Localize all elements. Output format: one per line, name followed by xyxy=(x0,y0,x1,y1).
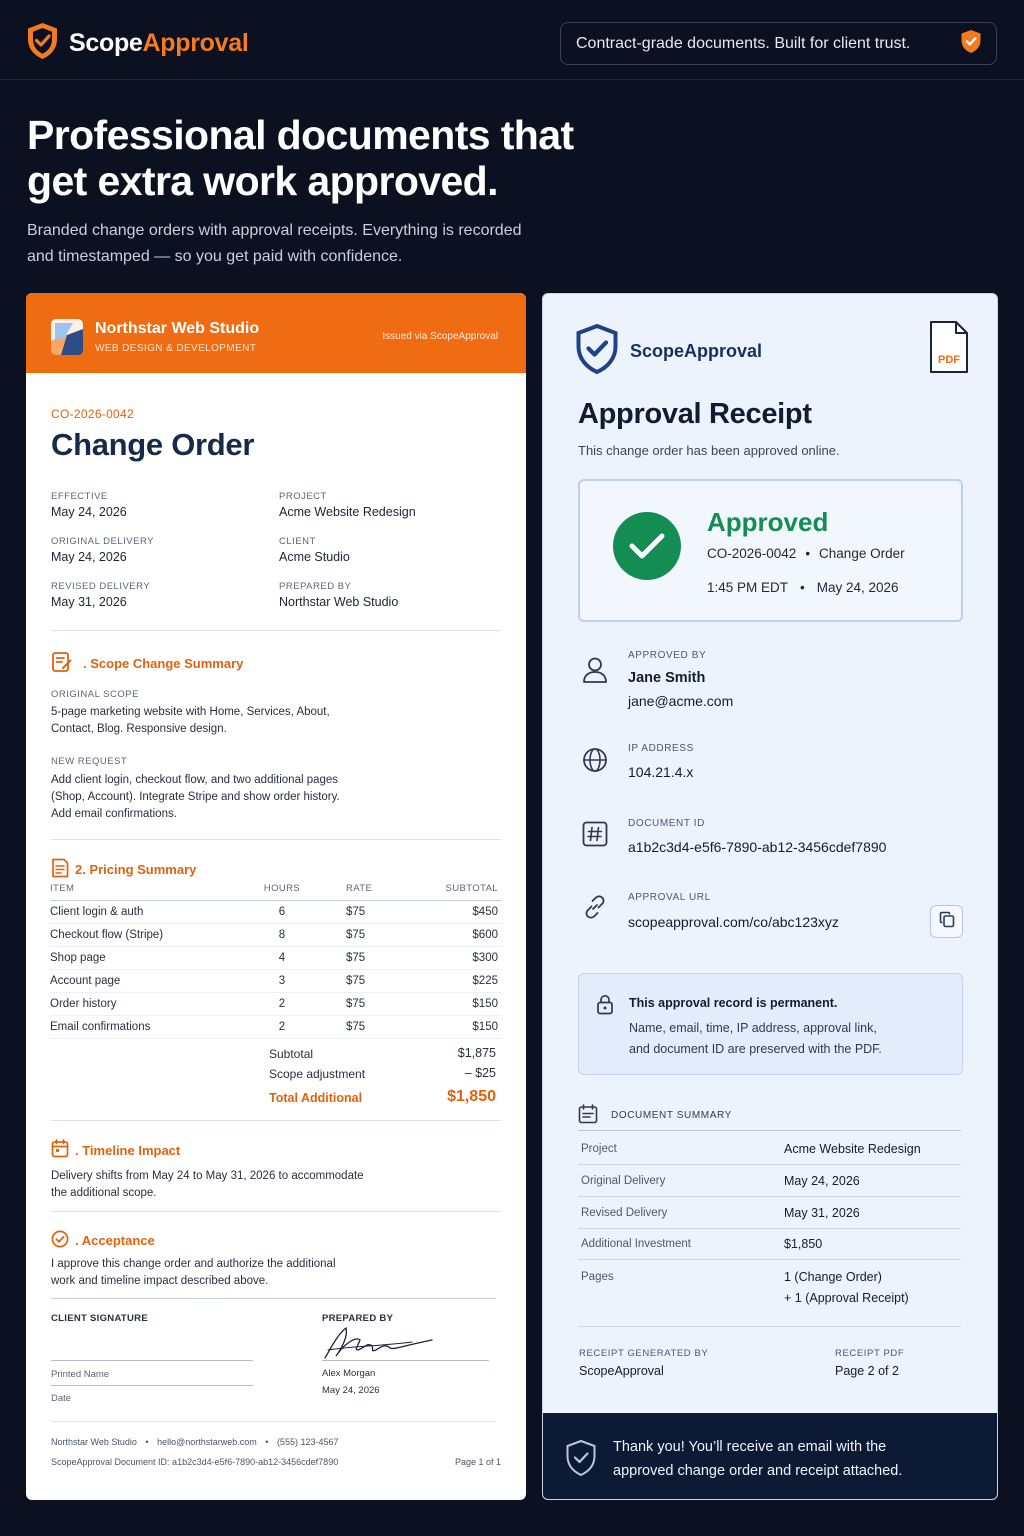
footer-page-number: Page 1 of 1 xyxy=(454,1457,501,1467)
preparer-signature-line xyxy=(322,1360,489,1361)
change-order-title: Change Order xyxy=(51,427,255,462)
divider xyxy=(51,630,501,631)
table-header-row xyxy=(50,883,502,901)
ip-address-value: 104.21.4.x xyxy=(628,764,694,780)
approver-email: jane@acme.com xyxy=(628,693,734,709)
divider xyxy=(578,1326,961,1327)
footer-email-link[interactable]: hello@northstarweb.com xyxy=(157,1437,257,1447)
preparer-label: PREPARED BY xyxy=(322,1313,394,1324)
divider xyxy=(578,1196,961,1197)
summary-pages-value: 1 (Change Order) + 1 (Approval Receipt) xyxy=(784,1270,909,1305)
hours-cell: 6 xyxy=(252,901,312,924)
approval-url-label: APPROVAL URL xyxy=(628,892,711,903)
item-cell: Shop page xyxy=(50,947,252,970)
summary-investment-value: $1,850 xyxy=(784,1237,823,1251)
tagline-text: Contract-grade documents. Built for client trust. xyxy=(576,34,911,52)
hash-icon xyxy=(582,821,608,852)
divider xyxy=(51,1211,501,1212)
generated-by-value: ScopeApproval xyxy=(579,1364,664,1378)
receipt-icon xyxy=(51,858,69,881)
effective-label: EFFECTIVE xyxy=(51,491,108,502)
document-id-value: a1b2c3d4-e5f6-7890-ab12-3456cdef7890 xyxy=(628,839,887,855)
adjustment-value: – $25 xyxy=(464,1066,496,1080)
client-label: CLIENT xyxy=(279,536,316,547)
divider xyxy=(51,1120,501,1121)
total-additional-value: $1,850 xyxy=(447,1088,496,1105)
divider xyxy=(51,839,501,840)
approval-status: Approved xyxy=(707,507,829,537)
original-scope-text: 5-page marketing website with Home, Services, About, Contact, Blog. Responsive design. xyxy=(51,706,330,735)
calendar-icon xyxy=(51,1139,69,1161)
rate-cell: $75 xyxy=(312,1016,412,1039)
summary-project-value: Acme Website Redesign xyxy=(784,1142,921,1156)
receipt-footer-banner xyxy=(543,1413,998,1500)
document-id-label: DOCUMENT ID xyxy=(628,818,705,829)
original-delivery-label: ORIGINAL DELIVERY xyxy=(51,536,155,547)
acceptance-text: I approve this change order and authorize the additional work and timeline impact described above. xyxy=(51,1258,336,1287)
item-cell: Order history xyxy=(50,993,252,1016)
rate-cell: $75 xyxy=(312,947,412,970)
prepared-by-label: PREPARED BY xyxy=(279,581,352,592)
effective-date: May 24, 2026 xyxy=(51,505,127,519)
divider xyxy=(578,1164,961,1165)
subtotal-cell: $450 xyxy=(412,901,502,924)
approval-receipt-document xyxy=(542,293,998,1500)
subtotal-value: $1,875 xyxy=(457,1046,496,1060)
top-bar xyxy=(0,0,1024,80)
summary-revised-delivery-label: Revised Delivery xyxy=(581,1207,668,1219)
client-signature-line[interactable] xyxy=(51,1360,253,1361)
column-header-rate: RATE xyxy=(312,883,412,901)
copy-url-button[interactable] xyxy=(930,905,963,938)
approved-check-icon xyxy=(613,512,681,580)
document-edit-icon xyxy=(51,651,73,676)
client-name: Acme Studio xyxy=(279,550,350,564)
item-cell: Email confirmations xyxy=(50,1016,252,1039)
table-row xyxy=(50,1016,502,1039)
receipt-footer-text: Thank you! You’ll receive an email with the approved change order and receipt attached. xyxy=(613,1439,903,1479)
approval-status-card xyxy=(578,479,963,622)
calendar-list-icon xyxy=(578,1104,598,1127)
hero-subtitle: Branded change orders with approval receipts. Everything is recorded and timestamped — so you get paid with confidence. xyxy=(27,222,522,265)
studio-logo-icon xyxy=(51,319,83,360)
original-delivery-date: May 24, 2026 xyxy=(51,550,127,564)
studio-tagline: WEB DESIGN & DEVELOPMENT xyxy=(95,343,257,354)
column-header-hours: HOURS xyxy=(252,883,312,901)
hours-cell: 3 xyxy=(252,970,312,993)
column-header-item: ITEM xyxy=(50,883,252,901)
client-signature-label: CLIENT SIGNATURE xyxy=(51,1313,148,1324)
divider xyxy=(578,1228,961,1229)
project-name: Acme Website Redesign xyxy=(279,505,416,519)
table-row xyxy=(50,970,502,993)
rate-cell: $75 xyxy=(312,924,412,947)
change-order-header xyxy=(26,293,526,373)
subtotal-cell: $225 xyxy=(412,970,502,993)
total-additional-label: Total Additional xyxy=(269,1091,363,1105)
date-label: Date xyxy=(51,1393,72,1404)
original-scope-label: ORIGINAL SCOPE xyxy=(51,689,139,700)
receipt-title: Approval Receipt xyxy=(578,398,812,430)
pricing-section-heading: 2. Pricing Summary xyxy=(51,858,196,881)
subtotal-label: Subtotal xyxy=(269,1047,314,1061)
prepared-by-name: Northstar Web Studio xyxy=(279,595,399,609)
shield-check-icon xyxy=(26,22,59,65)
document-summary-heading: DOCUMENT SUMMARY xyxy=(578,1104,732,1127)
revised-delivery-date: May 31, 2026 xyxy=(51,595,127,609)
subtotal-cell: $150 xyxy=(412,1016,502,1039)
hours-cell: 2 xyxy=(252,993,312,1016)
footer-document-id: ScopeApproval Document ID: a1b2c3d4-e5f6-7890-ab12-3456cdef7890 xyxy=(51,1457,339,1467)
generated-by-label: RECEIPT GENERATED BY xyxy=(579,1348,709,1359)
receipt-pdf-label: RECEIPT PDF xyxy=(835,1348,905,1359)
link-icon xyxy=(582,894,608,925)
rate-cell: $75 xyxy=(312,993,412,1016)
preparer-date: May 24, 2026 xyxy=(322,1385,380,1396)
approver-name: Jane Smith xyxy=(628,670,706,686)
preparer-name: Alex Morgan xyxy=(322,1368,376,1379)
hours-cell: 2 xyxy=(252,1016,312,1039)
divider xyxy=(578,1259,961,1260)
adjustment-label: Scope adjustment xyxy=(269,1067,366,1081)
check-circle-icon xyxy=(51,1230,69,1251)
rate-cell: $75 xyxy=(312,970,412,993)
subtotal-cell: $600 xyxy=(412,924,502,947)
acceptance-section-heading: . Acceptance xyxy=(51,1230,155,1251)
revised-delivery-label: REVISED DELIVERY xyxy=(51,581,151,592)
subtotal-cell: $300 xyxy=(412,947,502,970)
summary-original-delivery-value: May 24, 2026 xyxy=(784,1174,860,1188)
hours-cell: 8 xyxy=(252,924,312,947)
studio-name: Northstar Web Studio xyxy=(95,320,260,337)
printed-name-label: Printed Name xyxy=(51,1369,110,1380)
approval-document-ref: CO-2026-0042 • Change Order xyxy=(707,546,905,561)
summary-investment-label: Additional Investment xyxy=(581,1238,691,1250)
table-row xyxy=(50,901,502,924)
table-row xyxy=(50,924,502,947)
hero-title: Professional documents that get extra work approved. xyxy=(27,112,574,204)
scope-section-heading: . Scope Change Summary xyxy=(51,651,243,676)
approved-by-label: APPROVED BY xyxy=(628,650,707,661)
item-cell: Account page xyxy=(50,970,252,993)
change-order-document xyxy=(26,293,526,1500)
divider xyxy=(51,1421,496,1422)
timeline-section-heading: . Timeline Impact xyxy=(51,1139,180,1161)
timeline-text: Delivery shifts from May 24 to May 31, 2026 to accommodate the additional scope. xyxy=(51,1170,364,1199)
rate-cell: $75 xyxy=(312,901,412,924)
footer-contact: Northstar Web Studio • hello@northstarweb.com • (555) 123-4567 xyxy=(51,1437,339,1447)
approval-url-link[interactable]: scopeapproval.com/co/abc123xyz xyxy=(628,914,839,930)
table-row xyxy=(50,947,502,970)
table-row xyxy=(50,993,502,1016)
ip-address-label: IP ADDRESS xyxy=(628,743,694,754)
column-header-subtotal: SUBTOTAL xyxy=(412,883,502,901)
issued-via-label: Issued via ScopeApproval xyxy=(382,331,498,342)
project-label: PROJECT xyxy=(279,491,327,502)
divider xyxy=(51,1298,496,1299)
pdf-file-icon[interactable] xyxy=(929,320,969,379)
copy-icon xyxy=(939,911,955,933)
change-order-number: CO-2026-0042 xyxy=(51,407,134,421)
tagline-badge xyxy=(560,22,997,65)
summary-revised-delivery-value: May 31, 2026 xyxy=(784,1206,860,1220)
shield-check-icon xyxy=(960,29,982,59)
item-cell: Checkout flow (Stripe) xyxy=(50,924,252,947)
hours-cell: 4 xyxy=(252,947,312,970)
summary-project-label: Project xyxy=(581,1143,617,1155)
divider xyxy=(578,1130,961,1131)
shield-check-icon xyxy=(565,1439,597,1482)
subtotal-cell: $150 xyxy=(412,993,502,1016)
brand-name: ScopeApproval xyxy=(69,29,249,57)
pricing-table xyxy=(50,883,502,1039)
receipt-pdf-page: Page 2 of 2 xyxy=(835,1364,899,1378)
brand-logo[interactable] xyxy=(26,22,248,65)
shield-check-icon xyxy=(576,324,618,379)
permanent-record-notice xyxy=(578,973,963,1075)
globe-icon xyxy=(582,747,608,778)
user-icon xyxy=(582,656,608,689)
summary-original-delivery-label: Original Delivery xyxy=(581,1175,666,1187)
pdf-label: PDF xyxy=(938,354,960,366)
permanent-record-text: Name, email, time, IP address, approval link, and document ID are preserved with the PDF. xyxy=(629,1021,882,1056)
new-request-text: Add client login, checkout flow, and two additional pages (Shop, Account). Integrate Stripe and show order history. Add email confirmations. xyxy=(51,774,340,820)
permanent-record-title: This approval record is permanent. xyxy=(629,996,838,1010)
new-request-label: NEW REQUEST xyxy=(51,756,128,767)
printed-name-line[interactable] xyxy=(51,1385,253,1386)
summary-pages-label: Pages xyxy=(581,1271,614,1283)
receipt-logo: ScopeApproval xyxy=(576,324,762,379)
lock-icon xyxy=(596,994,614,1020)
approval-timestamp: 1:45 PM EDT • May 24, 2026 xyxy=(707,580,899,595)
receipt-subtitle: This change order has been approved online. xyxy=(578,443,840,458)
item-cell: Client login & auth xyxy=(50,901,252,924)
